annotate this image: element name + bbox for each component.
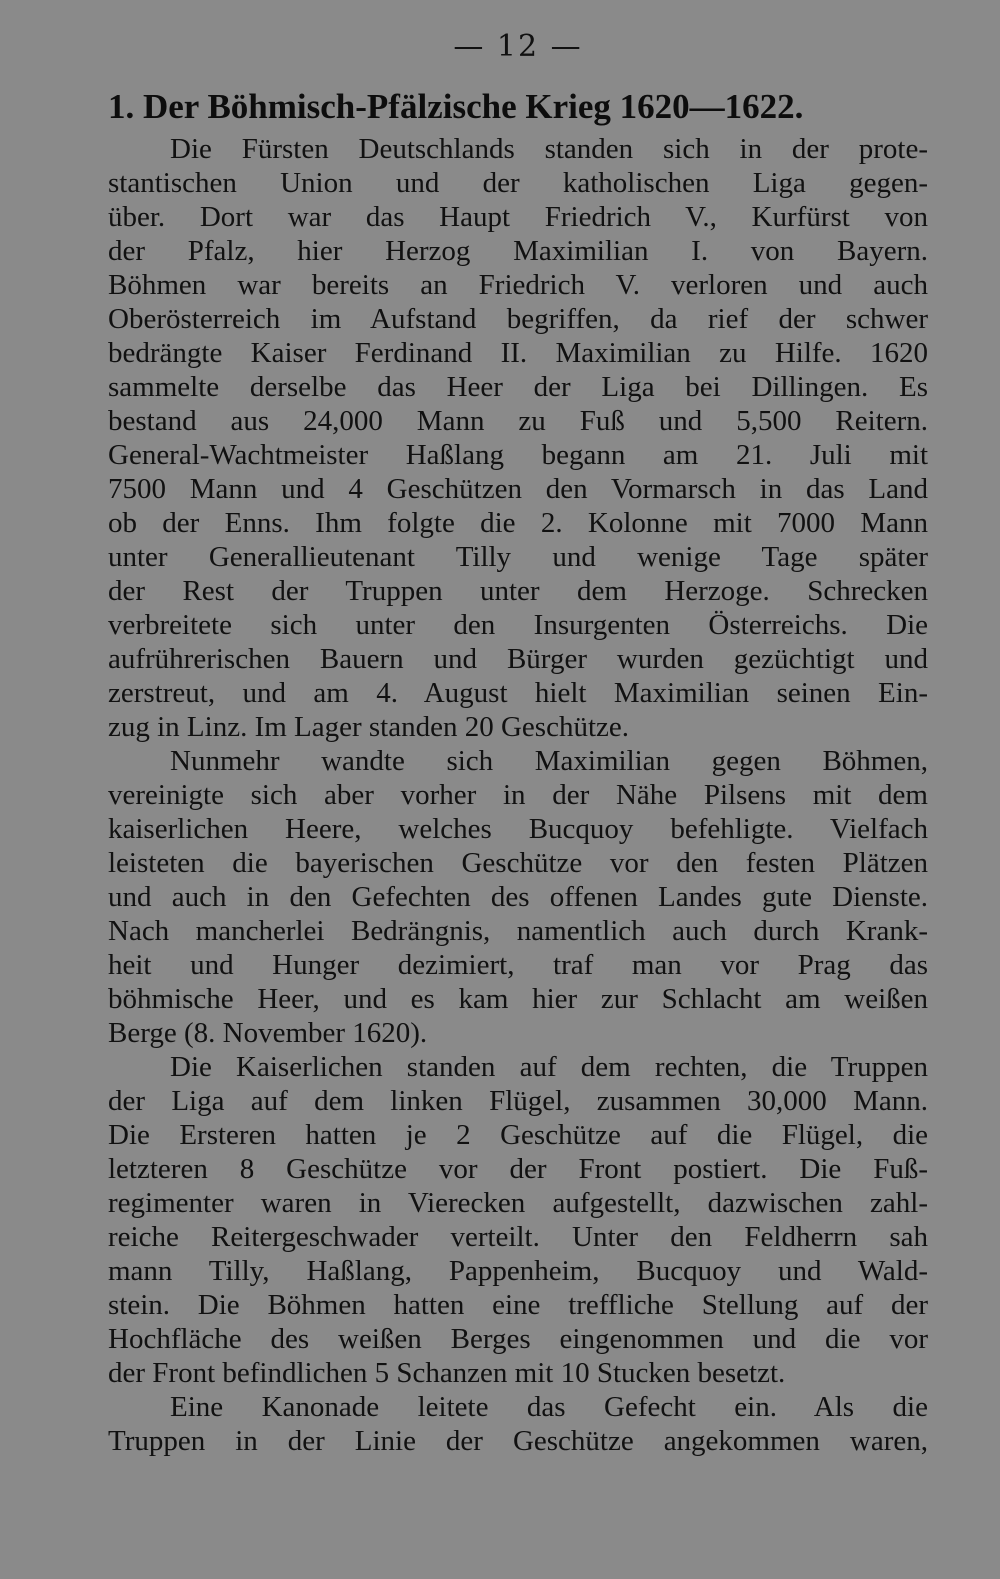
text-line: Böhmen war bereits an Friedrich V. verloren und auch: [108, 269, 928, 301]
text-line: sammelte derselbe das Heer der Liga bei Dillingen. Es: [108, 371, 928, 403]
paragraph-3: [108, 1050, 928, 1390]
text-line: der Pfalz, hier Herzog Maximilian I. von Bayern.: [108, 235, 928, 267]
text-line: stantischen Union und der katholischen Liga gegen-: [108, 167, 928, 199]
text-line: Nunmehr wandte sich Maximilian gegen Böhmen,: [170, 745, 928, 777]
text-line: verbreitete sich unter den Insurgenten Österreichs. Die: [108, 609, 928, 641]
text-line: Die Kaiserlichen standen auf dem rechten, die Truppen: [170, 1051, 928, 1083]
text-line: regimenter waren in Vierecken aufgestellt, dazwischen zahl-: [108, 1187, 928, 1219]
text-line: zug in Linz. Im Lager standen 20 Geschütze.: [108, 711, 630, 743]
text-line: über. Dort war das Haupt Friedrich V., Kurfürst von: [108, 201, 928, 233]
text-line: böhmische Heer, und es kam hier zur Schlacht am weißen: [108, 983, 928, 1015]
paragraph-1: [108, 132, 928, 744]
paragraph-2: [108, 744, 928, 1050]
text-line: General-Wachtmeister Haßlang begann am 21. Juli mit: [108, 439, 928, 471]
text-line: Die Ersteren hatten je 2 Geschütze auf die Flügel, die: [108, 1119, 928, 1151]
text-line: letzteren 8 Geschütze vor der Front postiert. Die Fuß-: [108, 1153, 928, 1185]
text-line: der Rest der Truppen unter dem Herzoge. Schrecken: [108, 575, 928, 607]
text-line: der Front befindlichen 5 Schanzen mit 10 Stucken besetzt.: [108, 1357, 786, 1389]
text-line: Oberösterreich im Aufstand begriffen, da rief der schwer: [108, 303, 928, 335]
section-heading: 1. Der Böhmisch-Pfälzische Krieg 1620—1622.: [108, 87, 804, 126]
text-line: vereinigte sich aber vorher in der Nähe Pilsens mit dem: [108, 779, 928, 811]
text-line: Berge (8. November 1620).: [108, 1017, 428, 1049]
text-line: 7500 Mann und 4 Geschützen den Vormarsch in das Land: [108, 473, 928, 505]
paragraph-4: [108, 1390, 928, 1458]
text-line: Die Fürsten Deutschlands standen sich in der prote-: [170, 133, 928, 165]
text-line: und auch in den Gefechten des offenen Landes gute Dienste.: [108, 881, 928, 913]
text-line: Truppen in der Linie der Geschütze angekommen waren,: [108, 1425, 928, 1457]
text-line: mann Tilly, Haßlang, Pappenheim, Bucquoy und Wald-: [108, 1255, 928, 1287]
text-line: Hochfläche des weißen Berges eingenommen und die vor: [108, 1323, 928, 1355]
text-line: zerstreut, und am 4. August hielt Maximilian seinen Ein-: [108, 677, 928, 709]
text-line: reiche Reitergeschwader verteilt. Unter den Feldherrn sah: [108, 1221, 928, 1253]
page-number: — 12 —: [453, 29, 583, 64]
text-line: kaiserlichen Heere, welches Bucquoy befehligte. Vielfach: [108, 813, 928, 845]
text-line: heit und Hunger dezimiert, traf man vor Prag das: [108, 949, 928, 981]
text-line: aufrührerischen Bauern und Bürger wurden gezüchtigt und: [108, 643, 928, 675]
text-line: der Liga auf dem linken Flügel, zusammen 30,000 Mann.: [108, 1085, 928, 1117]
text-line: unter Generallieutenant Tilly und wenige Tage später: [108, 541, 928, 573]
text-line: bestand aus 24,000 Mann zu Fuß und 5,500 Reitern.: [108, 405, 928, 437]
text-line: ob der Enns. Ihm folgte die 2. Kolonne mit 7000 Mann: [108, 507, 928, 539]
text-line: stein. Die Böhmen hatten eine treffliche Stellung auf der: [108, 1289, 928, 1321]
text-line: Nach mancherlei Bedrängnis, namentlich auch durch Krank-: [108, 915, 928, 947]
text-line: Eine Kanonade leitete das Gefecht ein. Als die: [170, 1391, 928, 1423]
text-line: bedrängte Kaiser Ferdinand II. Maximilian zu Hilfe. 1620: [108, 337, 928, 369]
text-line: leisteten die bayerischen Geschütze vor den festen Plätzen: [108, 847, 928, 879]
